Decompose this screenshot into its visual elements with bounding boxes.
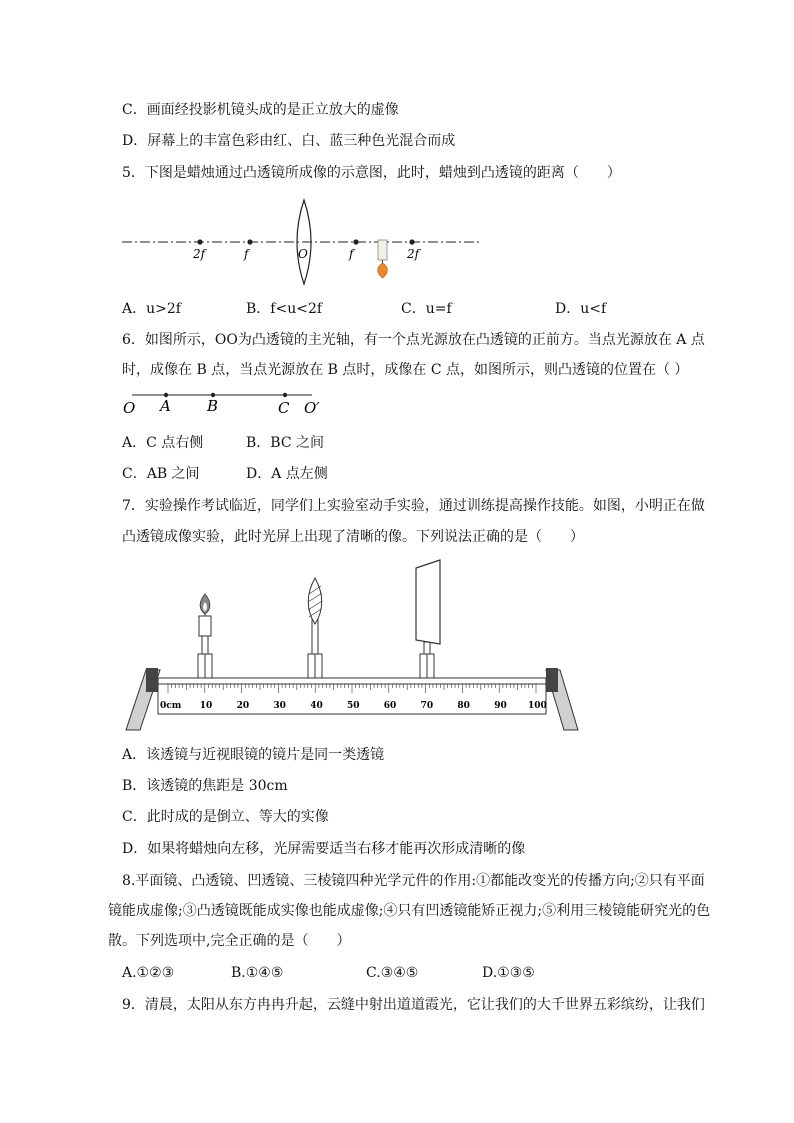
scale-tick-label: 90 xyxy=(494,701,507,711)
q6-option-a: A．C 点右侧 xyxy=(122,435,204,451)
q8-stem-line3: 散。下列选项中,完全正确的是（ ） xyxy=(108,933,351,949)
screen-holder xyxy=(420,642,434,678)
q6-axis-diagram xyxy=(118,386,338,422)
q5-stem: 5．下图是蜡烛通过凸透镜所成像的示意图，此时，蜡烛到凸透镜的距离（ ） xyxy=(122,165,621,181)
scale-tick-label: 50 xyxy=(347,701,360,711)
q4-option-d: D．屏幕上的丰富色彩由红、白、蓝三种色光混合而成 xyxy=(122,133,456,149)
q7-option-c: C．此时成的是倒立、等大的实像 xyxy=(122,809,329,825)
scale-tick-label: 100 xyxy=(528,701,547,711)
q5-option-d: D．u<f xyxy=(555,301,607,317)
label-a: A xyxy=(160,397,171,415)
label-o: O xyxy=(123,399,136,417)
point-2f-left xyxy=(197,239,202,244)
q7-stem-line2: 凸透镜成像实验，此时光屏上出现了清晰的像。下列说法正确的是（ ） xyxy=(122,529,584,545)
point-f-right xyxy=(353,239,358,244)
q8-option-d: D.①③⑤ xyxy=(482,965,535,981)
label-o-prime: O′ xyxy=(304,399,320,417)
q5-option-b: B．f<u<2f xyxy=(246,301,323,317)
q7-option-a: A．该透镜与近视眼镜的镜片是同一类透镜 xyxy=(122,747,385,763)
label-f-right: f xyxy=(349,247,354,261)
label-2f-right: 2f xyxy=(407,247,420,261)
q8-stem-line1: 8.平面镜、凸透镜、凹透镜、三棱镜四种光学元件的作用:①都能改变光的传播方向;②只有平面 xyxy=(122,873,705,889)
q8-option-b: B.①④⑤ xyxy=(231,965,284,981)
q7-stem-line1: 7．实验操作考试临近，同学们上实验室动手实验，通过训练提高操作技能。如图，小明正在做 xyxy=(122,498,705,514)
q5-lens-diagram xyxy=(118,196,488,286)
candle-image-icon xyxy=(378,240,388,278)
convex-lens-icon xyxy=(308,578,322,624)
scale-tick-label: 40 xyxy=(310,701,323,711)
q5-option-a: A．u>2f xyxy=(122,301,181,317)
candle-icon xyxy=(199,594,211,636)
scale-tick-label: 10 xyxy=(199,701,213,711)
q6-option-c: C．AB 之间 xyxy=(122,466,200,482)
q7-optical-bench xyxy=(124,558,584,734)
label-2f-left: 2f xyxy=(193,247,206,261)
q8-option-a: A.①②③ xyxy=(122,965,175,981)
rail-top xyxy=(158,678,546,684)
scale-tick-label: 60 xyxy=(383,701,397,711)
q6-option-b: B．BC 之间 xyxy=(246,435,324,451)
label-o: O xyxy=(298,247,308,261)
q8-option-c: C.③④⑤ xyxy=(366,965,419,981)
scale-unit-label: 0cm xyxy=(160,701,182,711)
q7-option-b: B．该透镜的焦距是 30cm xyxy=(122,778,288,794)
point-f-left xyxy=(247,239,252,244)
lens-holder xyxy=(308,620,322,678)
right-end-block xyxy=(546,668,558,692)
scale-tick-label: 30 xyxy=(273,701,286,711)
q6-stem-line2: 时，成像在 B 点，当点光源放在 B 点时，成像在 C 点，如图所示，则凸透镜的位置在（ ） xyxy=(122,362,689,378)
q5-option-c: C．u=f xyxy=(401,301,452,317)
candle-holder xyxy=(198,636,212,678)
left-end-block xyxy=(146,668,158,692)
scale-tick-label: 70 xyxy=(420,701,434,711)
scale-tick-label: 80 xyxy=(457,701,470,711)
label-f-left: f xyxy=(244,247,249,261)
scale-tick-label: 20 xyxy=(236,701,250,711)
q6-option-d: D．A 点左侧 xyxy=(246,466,328,482)
light-screen-icon xyxy=(416,560,440,644)
point-2f-right xyxy=(409,239,414,244)
q7-option-d: D．如果将蜡烛向左移，光屏需要适当右移才能再次形成清晰的像 xyxy=(122,841,526,857)
q6-stem-line1: 6．如图所示，OO为凸透镜的主光轴，有一个点光源放在凸透镜的正前方。当点光源放在 A 点 xyxy=(122,332,705,348)
q9-stem: 9．清晨，太阳从东方冉冉升起，云缝中射出道道霞光，它让我们的大千世界五彩缤纷，让我们 xyxy=(122,997,705,1013)
label-b: B xyxy=(207,397,219,415)
point-c xyxy=(283,393,287,397)
q4-option-c: C．画面经投影机镜头成的是正立放大的虚像 xyxy=(122,102,399,118)
label-c: C xyxy=(278,399,290,417)
q8-stem-line2: 镜能成虚像;③凸透镜既能成实像也能成虚像;④只有凹透镜能矫正视力;⑤利用三棱镜能研究光的色 xyxy=(108,903,711,919)
